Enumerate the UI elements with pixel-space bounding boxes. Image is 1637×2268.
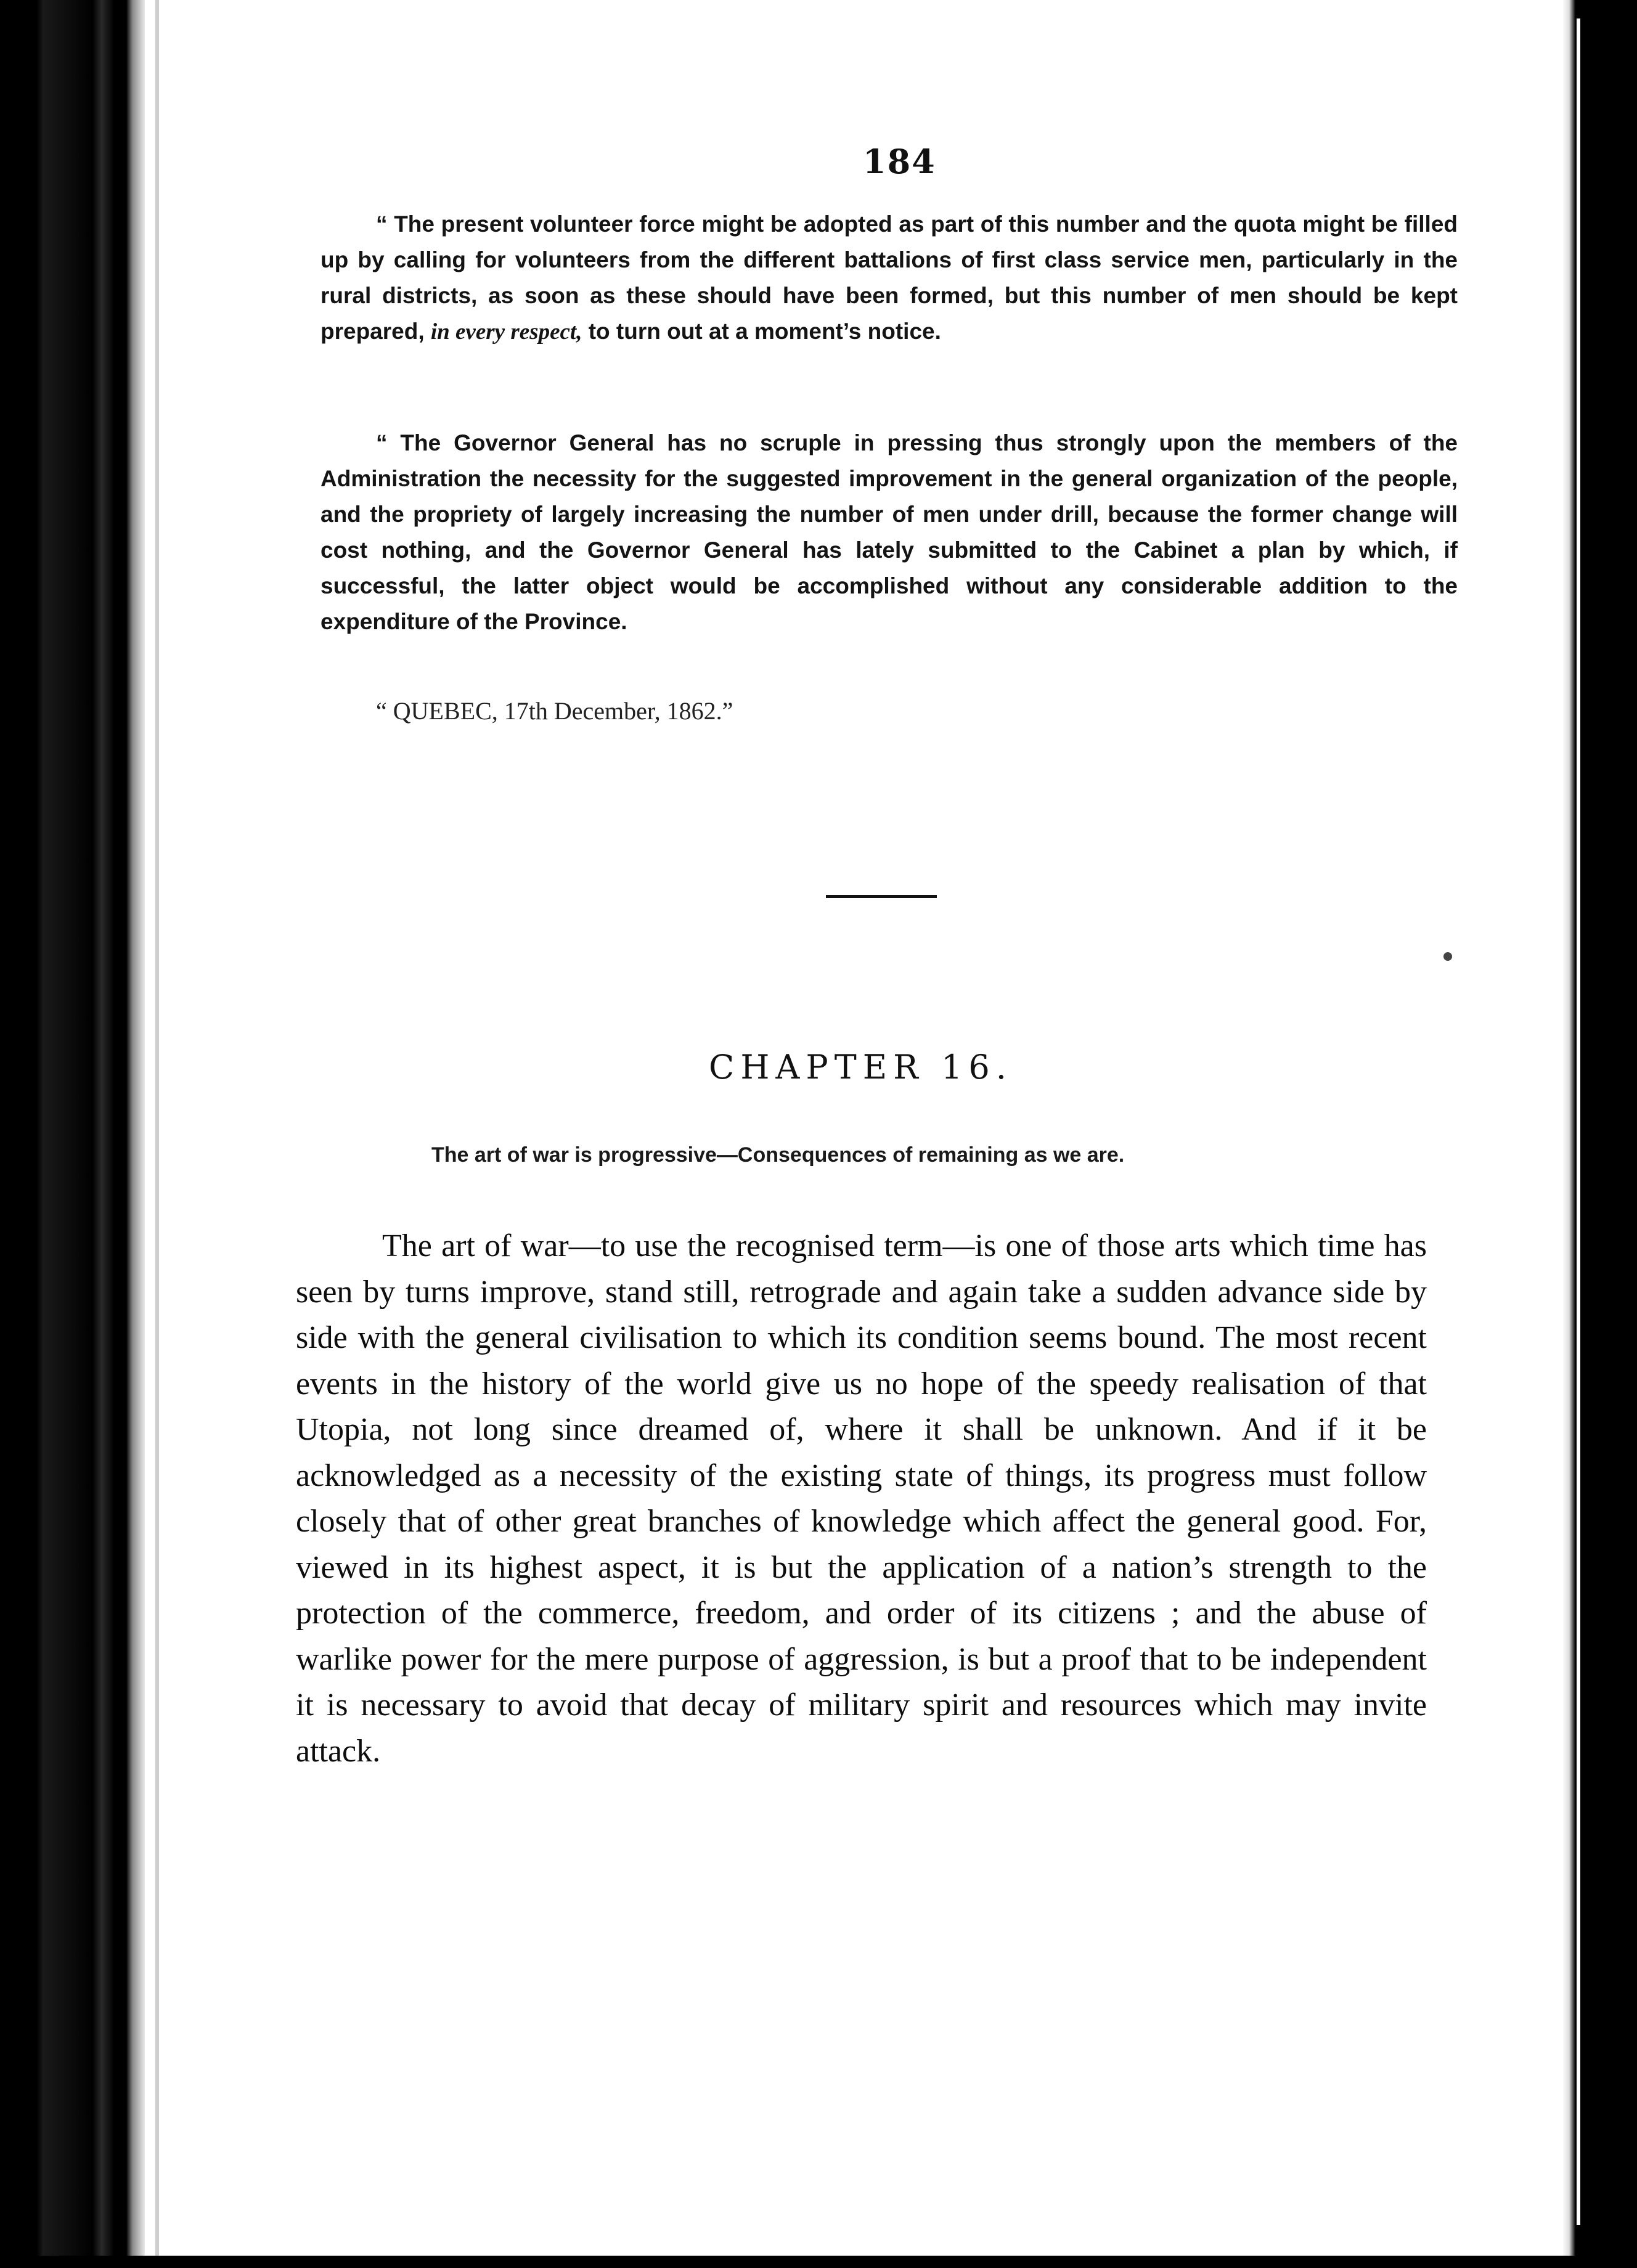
section-divider [826,895,937,898]
quote-paragraph-1 [320,206,1458,350]
scan-binding-edge [0,0,145,2268]
quote-text-after: to turn out at a moment’s notice. [582,319,941,344]
binding-shadow-line [155,0,159,2268]
facing-page-edge [1577,18,1580,2225]
quote-signoff: “ QUEBEC, 17th December, 1862.” [376,697,733,725]
quote-text: “ The Governor General has no scruple in pressing thus strongly upon the members of the Administration the necessity for the suggested improvement in the general organization of the people, and the propriety of largely increasing the number of men under drill, because the former change will cost nothing, and the Governor General has lately submitted to the Cabinet a plan by which, if successful, the latter object would be accomplished without any considerable addition to the expenditure of the Province. [320,430,1458,634]
chapter-body-text: The art of war—to use the recognised term—is one of those arts which time has seen by turns improve, stand still, retrograde and again take a sudden advance side by side with the general civilisation to which its condition seems bound. The most recent events in the history of the world give us no hope of the speedy realisation of that Utopia, not long since dreamed of, where it shall be unknown. And if it be acknowledged as a necessity of the existing state of things, its progress must follow closely that of other great branches of knowledge which affect the general good. For, viewed in its highest aspect, it is but the application of a nation’s strength to the protection of the commerce, freedom, and order of its citizens ; and the abuse of warlike power for the mere purpose of aggression, is but a proof that to be independent it is necessary to avoid that decay of military spirit and resources which may invite attack. [296,1228,1427,1769]
chapter-subtitle: The art of war is progressive—Consequences of remaining as we are. [431,1143,1125,1167]
quote-text-before: “ The present volunteer force might be adopted as part of this number and the quota might be filled up by calling for volunteers from the different battalions of first class service men, particularly in the rural districts, as soon as these should have been formed, but this number of men should be kept prepared, [320,211,1458,344]
chapter-heading: CHAPTER 16. [709,1048,1013,1087]
chapter-body-paragraph [296,1223,1427,1774]
page-number: 184 [863,142,936,181]
scan-right-edge [1563,0,1637,2268]
scan-bottom-edge [0,2256,1637,2268]
emphasis-text: in every respect, [430,319,582,345]
quote-paragraph-2 [320,425,1458,640]
ink-spot [1443,952,1452,961]
